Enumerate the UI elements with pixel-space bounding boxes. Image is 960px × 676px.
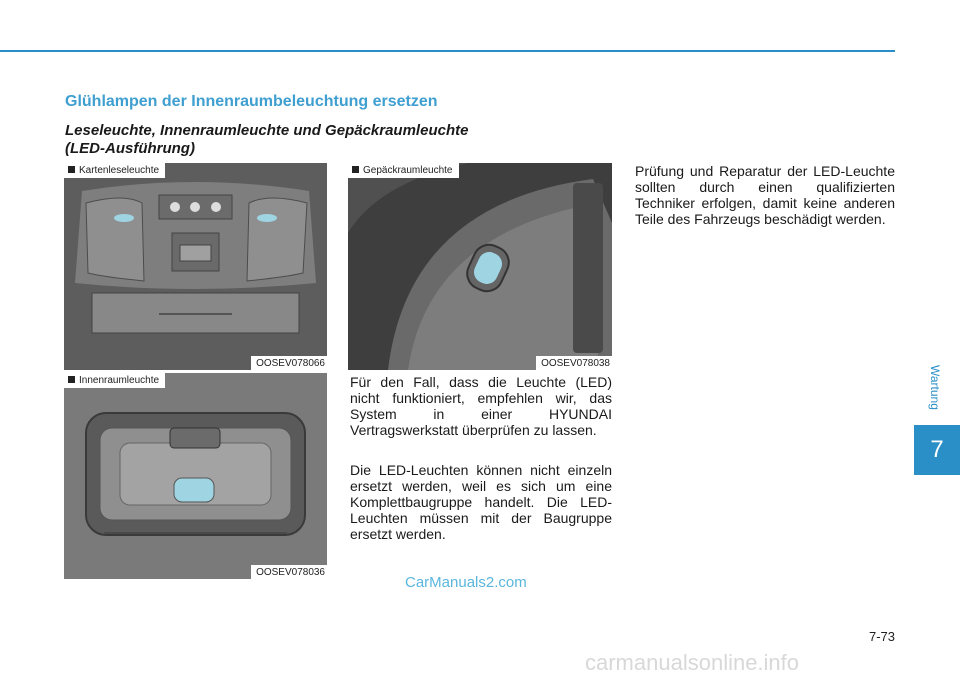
figure-label-text: Innenraumleuchte — [79, 375, 160, 386]
paragraph-led-assembly: Die LED-Leuchten können nicht einzeln ersetzt werden, weil es sich um eine Komplettbaugruppe handelt. Die LED-Leuchten müssen mit der Baugruppe ersetzt werden. — [350, 462, 612, 542]
figure-map-lamp — [64, 163, 327, 370]
watermark-text: CarManuals2.com — [405, 574, 527, 591]
figure-luggage-lamp — [348, 163, 612, 370]
chapter-tab-label: Wartung — [928, 365, 942, 410]
figure-code: OOSEV078036 — [251, 565, 327, 579]
room-lamp-illustration — [64, 373, 327, 579]
figure-label — [348, 163, 459, 178]
subsection-title-line1: Leseleuchte, Innenraumleuchte und Gepäckraumleuchte — [65, 122, 469, 139]
bullet-square-icon — [68, 376, 75, 383]
figure-code: OOSEV078066 — [251, 356, 327, 370]
chapter-number-badge: 7 — [914, 425, 960, 475]
subsection-title-line2: (LED-Ausführung) — [65, 140, 195, 157]
figure-room-lamp — [64, 373, 327, 579]
figure-label-text: Kartenleseleuchte — [79, 165, 160, 176]
figure-label-text: Gepäckraumleuchte — [363, 165, 453, 176]
subsection-title — [65, 122, 545, 158]
paragraph-led-technician: Prüfung und Reparatur der LED-Leuchte sollten durch einen qualifizierten Techniker erfolgen, damit keine anderen Teile des Fahrzeugs beschädigt werden. — [635, 163, 895, 227]
luggage-lamp-illustration — [348, 163, 612, 370]
bullet-square-icon — [68, 166, 75, 173]
figure-code: OOSEV078038 — [536, 356, 612, 370]
figure-label — [64, 373, 165, 388]
page-number: 7-73 — [868, 629, 895, 644]
top-rule — [0, 50, 895, 52]
figure-label — [64, 163, 165, 178]
bullet-square-icon — [352, 166, 359, 173]
section-title: Glühlampen der Innenraumbeleuchtung ersetzen — [65, 93, 438, 110]
map-lamp-illustration — [64, 163, 327, 370]
paragraph-led-check: Für den Fall, dass die Leuchte (LED) nicht funktioniert, empfehlen wir, das System in einer HYUNDAI Vertragswerkstatt überprüfen zu lassen. — [350, 374, 612, 438]
watermark-text-footer: carmanualsonline.info — [585, 650, 800, 675]
